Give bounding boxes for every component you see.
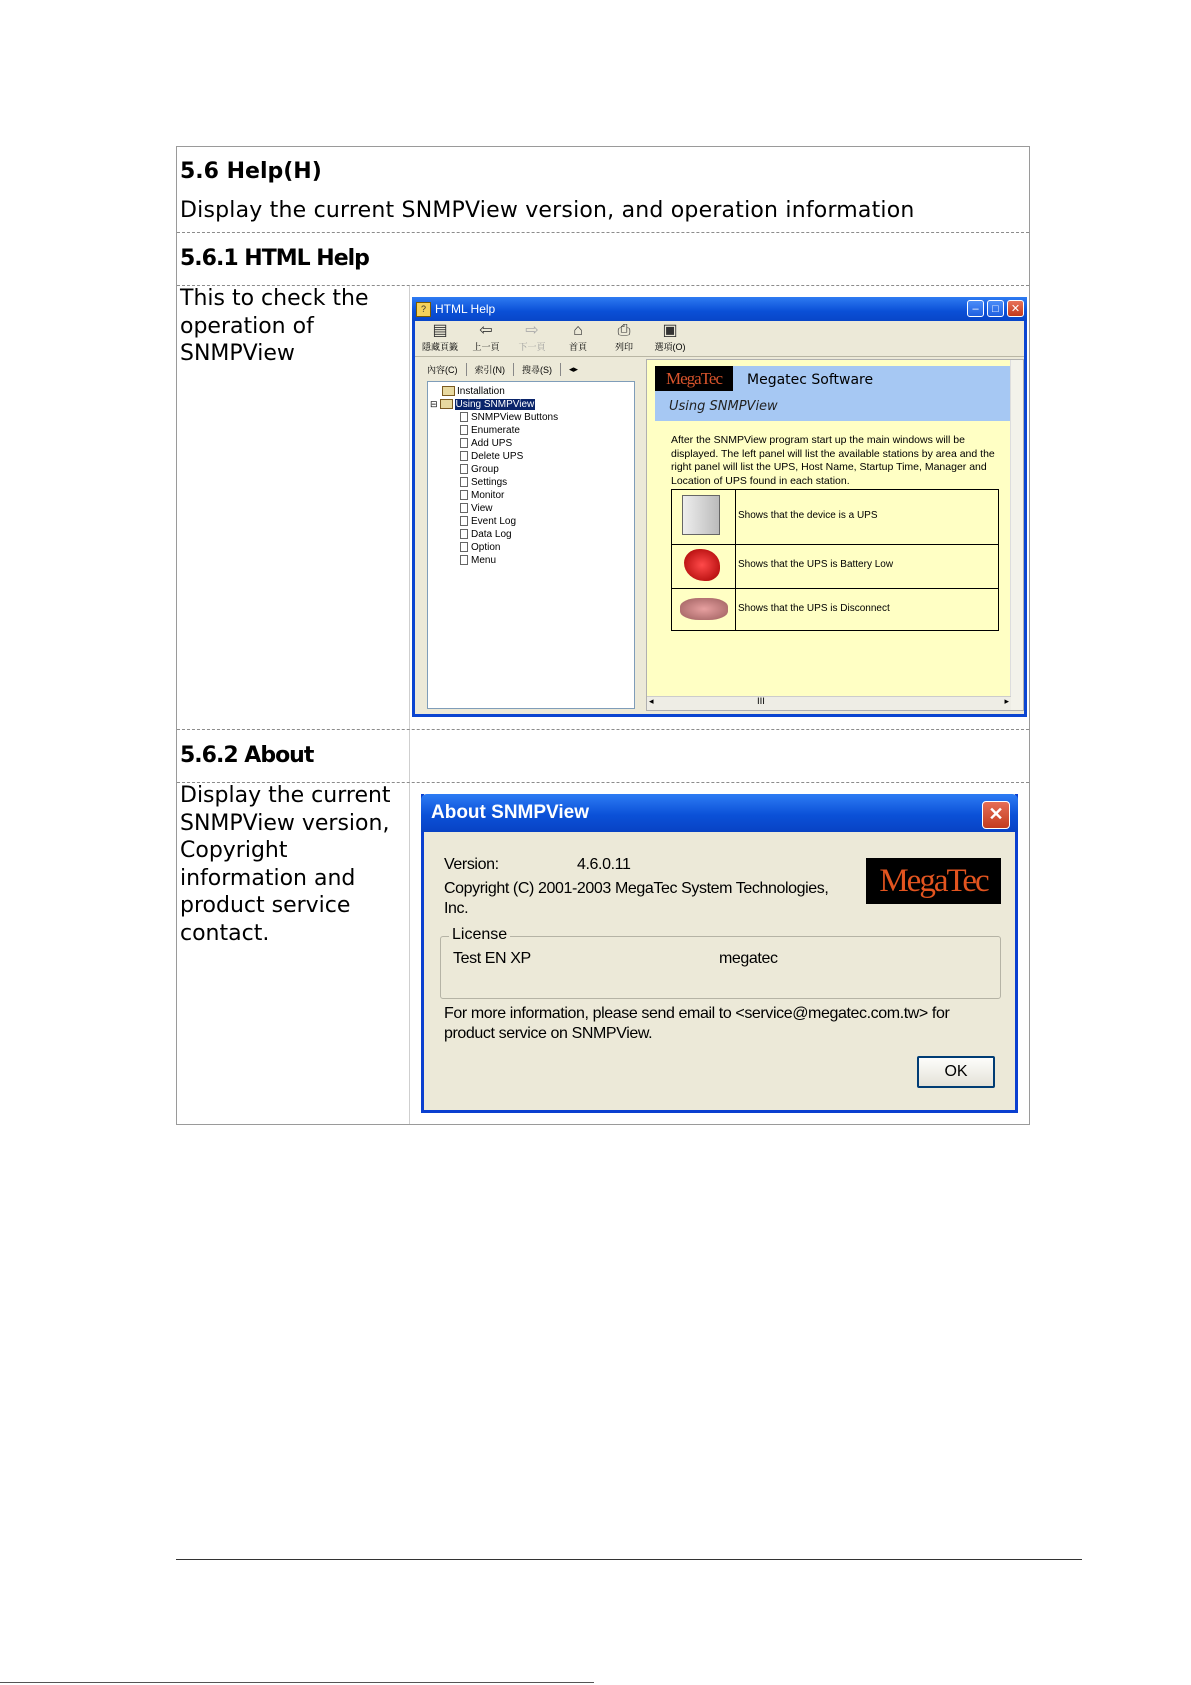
tree-item[interactable]: Monitor — [460, 489, 504, 501]
icon-row-label: Shows that the UPS is Battery Low — [738, 559, 894, 570]
about-heading: 5.6.2 About — [180, 743, 314, 768]
battery-low-icon — [684, 549, 720, 581]
tab-index[interactable]: 索引(N) — [467, 363, 515, 376]
about-title: About SNMPView — [431, 802, 589, 823]
topic-banner — [655, 366, 1012, 421]
html-help-titlebar — [412, 297, 1027, 321]
options-button[interactable]: ▣ 選項(O) — [654, 322, 686, 352]
scroll-grip: III — [757, 697, 765, 707]
license-legend: License — [449, 926, 510, 944]
home-icon: ⌂ — [573, 322, 583, 339]
license-user: Test EN XP — [453, 950, 531, 967]
back-button[interactable]: ⇦ 上一頁 — [472, 322, 500, 352]
license-company: megatec — [719, 950, 778, 967]
tree-item-using-snmpview[interactable]: ⊟ Using SNMPView — [430, 398, 535, 410]
tree-item[interactable]: SNMPView Buttons — [460, 411, 558, 423]
html-help-heading: 5.6.1 HTML Help — [180, 246, 369, 271]
ok-button[interactable]: OK — [917, 1056, 995, 1088]
tree-item[interactable]: Delete UPS — [460, 450, 523, 462]
icon-row-label: Shows that the device is a UPS — [738, 510, 878, 521]
page-icon — [460, 425, 468, 435]
page-icon — [460, 490, 468, 500]
forward-arrow-icon: ⇨ — [525, 322, 539, 339]
section-description: Display the current SNMPView version, and operation information — [180, 198, 915, 223]
back-arrow-icon: ⇦ — [479, 322, 493, 339]
page-icon — [460, 516, 468, 526]
topic-title: Megatec Software — [747, 372, 874, 388]
copyright-text: Copyright (C) 2001-2003 MegaTec System Technologies, — [444, 880, 829, 897]
section-heading: 5.6 Help(H) — [180, 159, 322, 184]
service-info: For more information, please send email to <service@megatec.com.tw> for — [444, 1005, 950, 1022]
html-help-toolbar — [415, 321, 1024, 357]
navigation-tabs — [419, 359, 641, 379]
column-divider — [409, 783, 410, 1124]
hide-tabs-icon: ▤ — [432, 322, 448, 339]
maximize-button[interactable]: □ — [987, 300, 1004, 317]
page-icon — [460, 451, 468, 461]
scroll-left-icon[interactable]: ◂ — [649, 697, 654, 707]
tree-item[interactable]: View — [460, 502, 493, 514]
megatec-logo: MegaTec — [866, 858, 1001, 904]
copyright-text-cont: Inc. — [444, 900, 469, 917]
help-icon: ? — [416, 302, 431, 317]
options-icon: ▣ — [662, 322, 678, 339]
scroll-right-icon[interactable]: ▸ — [1004, 697, 1009, 707]
license-group — [440, 926, 1001, 999]
close-button[interactable]: ✕ — [982, 801, 1010, 829]
contents-tree — [427, 381, 635, 709]
table-row-divider — [672, 544, 998, 545]
tree-item[interactable]: Group — [460, 463, 499, 475]
about-titlebar — [421, 794, 1018, 832]
horizontal-scrollbar[interactable] — [647, 696, 1011, 710]
html-help-window — [412, 297, 1027, 717]
html-help-title: HTML Help — [435, 302, 496, 316]
open-book-icon — [440, 399, 453, 409]
tree-item-installation[interactable]: Installation — [442, 385, 505, 397]
tree-item[interactable]: Settings — [460, 476, 507, 488]
service-info-cont: product service on SNMPView. — [444, 1025, 653, 1042]
page-icon — [460, 477, 468, 487]
page-icon — [460, 555, 468, 565]
tree-item[interactable]: Event Log — [460, 515, 516, 527]
divider — [177, 232, 1029, 233]
topic-subtitle: Using SNMPView — [669, 399, 778, 414]
vertical-scrollbar[interactable] — [1010, 360, 1023, 710]
tab-search[interactable]: 搜尋(S) — [514, 363, 561, 376]
tree-item[interactable]: Add UPS — [460, 437, 512, 449]
forward-button[interactable]: ⇨ 下一頁 — [518, 322, 546, 352]
version-label: Version: — [444, 856, 499, 873]
minimize-button[interactable]: – — [967, 300, 984, 317]
bottom-rule — [0, 1682, 594, 1683]
ups-device-icon — [682, 495, 720, 535]
table-row-divider — [672, 588, 998, 589]
topic-description: After the SNMPView program start up the main windows will be displayed. The left panel will list the available stations by area and the right panel will list the UPS, Host Name, Startup Time, Manager and Location of UPS found in each station. — [671, 434, 995, 487]
page-icon — [460, 438, 468, 448]
book-icon — [442, 386, 455, 396]
megatec-logo: MegaTec — [655, 366, 733, 391]
page-icon — [460, 542, 468, 552]
page-icon — [460, 464, 468, 474]
tab-contents[interactable]: 內容(C) — [419, 363, 467, 376]
home-button[interactable]: ⌂ 首頁 — [568, 322, 587, 352]
print-button[interactable]: ⎙ 列印 — [614, 322, 633, 352]
icon-row-label: Shows that the UPS is Disconnect — [738, 603, 890, 614]
footer-rule — [176, 1559, 1082, 1560]
hide-tabs-button[interactable]: ▤ 隱藏頁籤 — [421, 322, 458, 352]
divider — [177, 729, 1029, 730]
page-icon — [460, 503, 468, 513]
version-value: 4.6.0.11 — [577, 856, 631, 873]
about-dialog — [421, 794, 1018, 1113]
close-button[interactable]: ✕ — [1007, 300, 1024, 317]
tree-item[interactable]: Enumerate — [460, 424, 520, 436]
topic-pane — [646, 359, 1024, 711]
navigation-pane — [419, 359, 641, 711]
tree-item[interactable]: Data Log — [460, 528, 512, 540]
page-icon — [460, 412, 468, 422]
html-help-text: This to check the operation of SNMPView — [180, 286, 369, 366]
tab-scroll-arrows[interactable]: ◂▸ — [569, 363, 579, 374]
about-text: Display the current SNMPView version, Copyright information and product service contact. — [180, 783, 391, 946]
tree-item[interactable]: Menu — [460, 554, 496, 566]
column-divider — [735, 490, 736, 630]
status-icon-table — [671, 489, 999, 631]
page-icon — [460, 529, 468, 539]
disconnect-icon — [680, 598, 728, 620]
tree-item[interactable]: Option — [460, 541, 500, 553]
printer-icon: ⎙ — [617, 322, 631, 339]
collapse-icon: ⊟ — [430, 398, 438, 409]
